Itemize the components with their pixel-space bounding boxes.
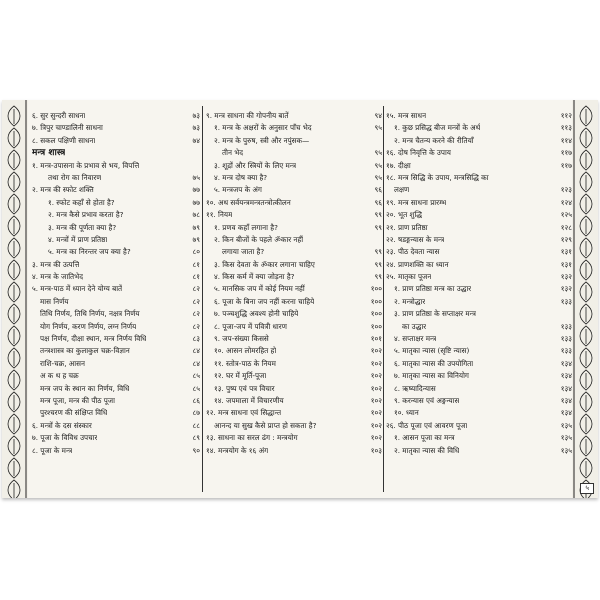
toc-entry <box>206 246 382 258</box>
toc-entry-title: राशि-चक्र, आसन <box>40 358 85 368</box>
toc-entry-title: २३. पीठ देवता न्यास <box>386 247 440 257</box>
toc-entry <box>386 209 572 221</box>
toc-entry <box>206 308 382 320</box>
toc-entry-page: ८२ <box>192 296 200 306</box>
toc-entry <box>386 246 572 258</box>
toc-entry <box>206 147 382 159</box>
toc-entry-title: ५. मन्त्र-पाठ में ध्यान देने योग्य बातें <box>32 284 123 294</box>
toc-entry <box>32 197 200 209</box>
toc-entry-page: ११२ <box>560 111 572 120</box>
toc-entry-page: १०२ <box>370 358 382 368</box>
toc-entry-page: ११७ <box>560 160 572 170</box>
toc-entry <box>32 420 200 432</box>
toc-entry <box>386 234 572 246</box>
toc-entry <box>206 160 382 172</box>
toc-entry <box>32 345 200 357</box>
toc-entry-title: ११. स्तोत्र-पाठ के नियम <box>214 358 276 368</box>
toc-entry <box>386 160 572 172</box>
toc-entry-page: १०० <box>370 309 382 319</box>
toc-entry-title: २. मन्त्र के पुरुष, स्त्री और नपुंसक— <box>214 135 310 145</box>
toc-entry <box>32 370 200 382</box>
toc-entry-page: ९४ <box>374 111 382 120</box>
toc-entry-page: १०२ <box>370 383 382 393</box>
toc-entry-page: ८४ <box>192 358 200 368</box>
toc-entry-title: २. किन बीजों के पहले ॐकार नहीं <box>214 234 304 244</box>
toc-entry-title: ७. पञ्चशुद्धि अवश्य होनी चाहिये <box>214 309 299 319</box>
toc-entry-page: १०० <box>370 296 382 306</box>
toc-entry <box>386 147 572 159</box>
toc-entry-title: ८. पूजा-जप में पवित्री धारण <box>214 321 287 331</box>
toc-entry <box>386 420 572 432</box>
toc-entry <box>206 209 382 221</box>
toc-entry-title: २. मन्त्र चैतन्य करने की रीतियाँ <box>394 135 474 145</box>
toc-entry <box>386 172 572 184</box>
toc-entry-page: १०२ <box>370 346 382 356</box>
toc-entry-page: १३५ <box>560 420 572 430</box>
toc-entry-title: २. मन्त्र कैसे प्रभाव करता है? <box>48 210 124 220</box>
toc-entry <box>32 395 200 407</box>
toc-entry-title: ५. मातृका न्यास (सृष्टि न्यास) <box>394 346 470 356</box>
toc-entry <box>206 345 382 357</box>
toc-entry-title: १२. घर में मूर्ति-पूजा <box>214 371 267 381</box>
toc-entry-page: १३१ <box>560 259 572 269</box>
toc-entry-page: ७९ <box>192 234 200 244</box>
toc-entry-page: १३१ <box>560 247 572 257</box>
toc-entry-page: ९६ <box>374 197 382 207</box>
toc-entry-page: १०१ <box>370 334 382 344</box>
toc-entry-page: ९९ <box>374 259 382 269</box>
toc-entry-page: ९५ <box>374 123 382 133</box>
toc-entry <box>32 333 200 345</box>
toc-entry-title: १३. पुष्प एवं पत्र विचार <box>214 383 275 393</box>
toc-entry-title: १. प्रणव कहाँ लगाना है? <box>214 222 278 232</box>
toc-entry-page: ९९ <box>374 272 382 282</box>
toc-entry-title: १. मन्त्र-उपासना के प्रभाव से भय, विपत्ति <box>32 160 140 170</box>
toc-entry <box>386 296 572 308</box>
right-ornamental-border <box>572 100 598 498</box>
toc-entry-title: २२. षडङ्गन्यास के मन्त्र <box>386 234 445 244</box>
toc-entry-page: ८३ <box>192 334 200 344</box>
toc-entry-title: तिथि निर्णय, तिथि निर्णय, नक्षत्र निर्णय <box>40 309 140 319</box>
toc-entry-title: मन्त्र जप के स्थान का निर्णय, विधि <box>40 383 130 393</box>
toc-entry <box>206 259 382 271</box>
toc-entry-page: ११४ <box>560 135 572 145</box>
toc-entry-page: ८२ <box>192 284 200 294</box>
toc-entry <box>32 122 200 134</box>
toc-entry <box>386 383 572 395</box>
toc-entry <box>206 122 382 134</box>
toc-entry-page: ९५ <box>374 160 382 170</box>
toc-entry <box>386 370 572 382</box>
ornament-right-icon <box>572 100 598 498</box>
toc-entry-page: ८९ <box>192 433 200 443</box>
toc-entry-title: १८. मन्त्र सिद्धि के उपाय, मन्त्रसिद्धि का <box>386 172 489 182</box>
toc-entry-title: ४. किस कर्म में क्या जोड़ना है? <box>214 272 295 282</box>
toc-entry <box>32 184 200 196</box>
page-number: ५ <box>580 483 594 494</box>
toc-entry <box>386 395 572 407</box>
toc-entry-title: ४. मन्त्रों में प्राण प्रतिष्ठा <box>48 234 108 244</box>
toc-entry-page: ७८ <box>192 210 200 220</box>
toc-entry-title: मन्त्र शास्त्र <box>32 148 66 159</box>
toc-entry-page: १३४ <box>560 358 572 368</box>
book-page <box>2 100 598 498</box>
toc-entry-title: अ क थ ह चक्र <box>40 371 79 381</box>
toc-entry <box>206 296 382 308</box>
toc-entry <box>32 432 200 444</box>
toc-entry <box>32 172 200 184</box>
toc-entry <box>206 222 382 234</box>
toc-entry-page: ८६ <box>192 395 200 405</box>
toc-entry-title: ४. मन्त्र दोष क्या है? <box>214 172 268 182</box>
toc-entry <box>32 383 200 395</box>
toc-entry-title: २०. भूत शुद्धि <box>386 210 422 220</box>
toc-entry <box>206 135 382 147</box>
toc-entry-title: ७. पूजा के विविध उपचार <box>32 433 98 443</box>
toc-entry <box>386 259 572 271</box>
toc-entry <box>386 321 572 333</box>
toc-entry-page: ८१ <box>192 259 200 269</box>
toc-entry <box>386 432 572 444</box>
toc-entry-title: १. मन्त्र के अक्षरों के अनुसार पाँच भेद <box>214 123 312 133</box>
toc-entry-page: १०२ <box>370 408 382 418</box>
toc-entry-title: १०. ध्यान <box>394 408 419 418</box>
toc-entry <box>32 283 200 295</box>
toc-entry-page: १३३ <box>560 321 572 331</box>
toc-entry-page: ८२ <box>192 309 200 319</box>
toc-entry-title: १९. मन्त्र साधना प्रारम्भ <box>386 197 447 207</box>
toc-entry <box>206 321 382 333</box>
toc-entry-page: ८१ <box>192 272 200 282</box>
toc-entry <box>386 345 572 357</box>
toc-entry <box>206 172 382 184</box>
toc-entry-page: ८५ <box>192 383 200 393</box>
toc-entry-title: १६. दोष निवृत्ति के उपाय <box>386 148 451 158</box>
toc-entry-title: ९. मन्त्र साधना की गोपनीय बातें <box>206 111 289 120</box>
toc-entry-page: १२५ <box>560 210 572 220</box>
toc-entry-page: १०२ <box>370 433 382 443</box>
toc-entry-title: ५. मन्त्र का निरन्तर जप क्या है? <box>48 247 131 257</box>
toc-entry-title: १. आसन पूजा का मन्त्र <box>394 433 455 443</box>
toc-entry <box>206 234 382 246</box>
toc-column-2 <box>206 110 382 457</box>
toc-entry-title: २४. प्राणशक्ति का ध्यान <box>386 259 449 269</box>
toc-entry-title: ६. मन्त्रों के दस संस्कार <box>32 420 92 430</box>
toc-entry-title: ८. ऋष्यादिन्यास <box>394 383 436 393</box>
toc-entry-title: ११. नियम <box>206 210 233 220</box>
toc-entry-title: २. मन्त्र की स्फोट शक्ति <box>32 185 94 195</box>
toc-entry-title: ३. मन्त्र की उत्पत्ति <box>32 259 80 269</box>
toc-entry-title: ६. मातृका न्यास की उपयोगिता <box>394 358 474 368</box>
toc-entry <box>386 308 572 320</box>
toc-entry <box>32 321 200 333</box>
toc-entry-title: का उद्धार <box>402 321 427 331</box>
column-divider <box>383 106 384 492</box>
toc-entry-page: १२४ <box>560 197 572 207</box>
toc-entry-title: २५. मातृका पूजन <box>386 272 432 282</box>
toc-entry-page: ८५ <box>192 371 200 381</box>
toc-entry-title: १४. मन्त्रयोग के १६ अंग <box>206 445 269 455</box>
toc-entry-page: १२८ <box>560 222 572 232</box>
toc-entry-page: ८० <box>192 247 200 257</box>
toc-entry-title: १७. दीक्षा <box>386 160 411 170</box>
toc-entry <box>206 420 382 432</box>
toc-entry-page: ९९ <box>374 247 382 257</box>
toc-entry-title: ६. सुर सुन्दरी साधना <box>32 111 86 120</box>
toc-entry <box>32 296 200 308</box>
toc-entry-page: ८७ <box>192 408 200 418</box>
toc-entry-page: ७४ <box>192 135 200 145</box>
toc-entry <box>386 135 572 147</box>
toc-entry-page: १३३ <box>560 296 572 306</box>
toc-entry-title: ९. करन्यास एवं अङ्गन्यास <box>394 395 460 405</box>
toc-entry <box>32 246 200 258</box>
toc-entry-title: तथा रोग का निवारण <box>48 172 102 182</box>
toc-entry <box>206 445 382 457</box>
toc-entry-page: १०२ <box>370 371 382 381</box>
toc-entry-title: लक्षण <box>394 185 410 195</box>
toc-entry <box>206 370 382 382</box>
toc-entry-title: ३. शूद्रों और स्त्रियों के लिए मन्त्र <box>214 160 297 170</box>
toc-entry-title: २१. प्राण प्रतिष्ठा <box>386 222 428 232</box>
toc-entry <box>386 333 572 345</box>
toc-entry <box>206 407 382 419</box>
toc-entry-title: ५. मन्त्रजप के अंग <box>214 185 262 195</box>
toc-entry-title: तन्त्रशास्त्र का कुलाकुल चक्र-विज्ञान <box>40 346 130 356</box>
toc-entry-title: ८. सकल पक्षिणी साधना <box>32 135 96 145</box>
toc-entry-page: ८४ <box>192 346 200 356</box>
toc-entry-page: ७९ <box>192 222 200 232</box>
toc-entry-page: ७३ <box>192 123 200 133</box>
toc-entry <box>386 407 572 419</box>
toc-entry-page: ९५ <box>374 172 382 182</box>
toc-entry-page: ७३ <box>192 111 200 120</box>
toc-entry-page: १०३ <box>370 445 382 455</box>
toc-entry-page: १३२ <box>560 272 572 282</box>
toc-entry <box>32 234 200 246</box>
toc-entry <box>386 197 572 209</box>
toc-entry-title: तीन भेद <box>222 148 244 158</box>
toc-entry <box>206 197 382 209</box>
toc-entry-page: १०० <box>370 284 382 294</box>
toc-entry-title: २. मातृका न्यास की विधि <box>394 445 460 455</box>
toc-entry-title: पुरश्चरण की संक्षिप्त विधि <box>40 408 108 418</box>
toc-column-1 <box>32 110 200 457</box>
toc-entry <box>32 135 200 147</box>
toc-entry-page: ९९ <box>374 222 382 232</box>
toc-entry-page: १३४ <box>560 408 572 418</box>
toc-entry <box>206 184 382 196</box>
toc-entry <box>206 358 382 370</box>
toc-entry-title: ६. पूजा के बिना जप नहीं करना चाहिये <box>214 296 315 306</box>
toc-entry <box>206 383 382 395</box>
left-ornamental-border <box>2 100 28 498</box>
toc-entry-title: ७. मातृका न्यास का विनियोग <box>394 371 469 381</box>
toc-entry-title: ९. जप-संख्या किससे <box>214 334 269 344</box>
toc-entry-title: पक्ष निर्णय, दीक्षा स्थान, मन्त्र निर्णय विधि <box>40 334 147 344</box>
toc-entry-title: १३. साधना का सरल ढंग : मन्त्रयोग <box>206 433 298 443</box>
toc-entry-page: ११३ <box>560 123 572 133</box>
toc-entry-title: १. प्राण प्रतिष्ठा मन्त्र का उद्धार <box>394 284 472 294</box>
toc-entry-title: १०. अथ सर्वयन्त्रमन्त्रतन्त्रोत्कीलन <box>206 197 291 207</box>
toc-entry <box>206 333 382 345</box>
toc-entry-title: १२. मन्त्र साधना एवं सिद्धान्त <box>206 408 282 418</box>
toc-entry-page: १३२ <box>560 284 572 294</box>
toc-entry <box>386 445 572 457</box>
toc-entry <box>386 110 572 122</box>
toc-entry-title: ८. पूजा के मन्त्र <box>32 445 73 455</box>
toc-entry-title: योग निर्णय, करण निर्णय, लग्न निर्णय <box>40 321 137 331</box>
toc-entry-page: ९५ <box>374 148 382 158</box>
toc-entry <box>32 445 200 457</box>
toc-entry <box>32 407 200 419</box>
toc-entry-title: ५. मानसिक जप में कोई नियम नहीं <box>214 284 305 294</box>
toc-entry-title: ३. किस देवता के ॐकार लगाना चाहिए <box>214 259 315 269</box>
toc-entry-page: १३४ <box>560 395 572 405</box>
toc-entry-title: ४. सप्ताक्षर मन्त्र <box>394 334 437 344</box>
toc-entry <box>386 122 572 134</box>
toc-entry-title: लगाया जाता है? <box>222 247 265 257</box>
toc-entry-title: १. स्फोट कहाँ से होता है? <box>48 197 115 207</box>
toc-entry-page: ९६ <box>374 185 382 195</box>
toc-entry <box>386 358 572 370</box>
toc-entry-title: ३. मन्त्र की पूर्णता क्या है? <box>48 222 117 232</box>
toc-entry-title: २६. पीठ पूजा एवं आवरण पूजा <box>386 420 468 430</box>
toc-entry-title: १. कुछ प्रसिद्ध बीज मन्त्रों के अर्थ <box>394 123 481 133</box>
toc-entry <box>206 283 382 295</box>
toc-entry-title: ७. त्रिपुर चाण्डालिनी साधना <box>32 123 103 133</box>
section-heading <box>32 147 200 159</box>
toc-entry <box>206 110 382 122</box>
column-divider <box>202 106 203 492</box>
ornament-left-icon <box>2 100 28 498</box>
toc-entry-page: १३५ <box>560 433 572 443</box>
toc-entry-page: १३५ <box>560 445 572 455</box>
toc-entry-page: ११७ <box>560 148 572 158</box>
toc-entry <box>386 184 572 196</box>
toc-entry-page: ९० <box>192 445 200 455</box>
toc-entry-page: १२३ <box>560 185 572 195</box>
toc-entry-title: ३. प्राण प्रतिष्ठा के सप्ताक्षर मन्त्र <box>394 309 476 319</box>
toc-entry-page: १३४ <box>560 371 572 381</box>
toc-entry-title: मन्त्र पूजा, मन्त्र की पीठ पूजा <box>40 395 115 405</box>
toc-entry <box>386 283 572 295</box>
toc-entry <box>32 271 200 283</box>
toc-entry <box>32 358 200 370</box>
toc-entry-title: ४. मन्त्र के जातिभेद <box>32 272 84 282</box>
toc-entry <box>386 222 572 234</box>
toc-entry <box>32 308 200 320</box>
toc-entry <box>32 110 200 122</box>
toc-entry-page: १०२ <box>370 395 382 405</box>
toc-entry <box>206 395 382 407</box>
toc-entry-title: १४. जपमाला में विचारणीय <box>214 395 284 405</box>
toc-entry <box>32 160 200 172</box>
toc-entry-title: १५. मन्त्र साधन <box>386 111 427 120</box>
toc-entry <box>206 432 382 444</box>
toc-entry-page: १०२ <box>370 420 382 430</box>
toc-entry-title: २. मन्त्रोद्धार <box>394 296 426 306</box>
toc-entry-page: ८२ <box>192 321 200 331</box>
toc-entry <box>32 259 200 271</box>
toc-entry-title: आनन्द या सुख कैसे प्राप्त हो सकता है? <box>214 420 317 430</box>
toc-entry-page: ९९ <box>374 210 382 220</box>
toc-entry-page: ७५ <box>192 172 200 182</box>
toc-entry-page: १०० <box>370 321 382 331</box>
toc-entry <box>32 222 200 234</box>
toc-entry-page: ७७ <box>192 185 200 195</box>
toc-entry-page: ७७ <box>192 197 200 207</box>
toc-entry-title: मास निर्णय <box>40 296 69 306</box>
toc-entry-page: १३३ <box>560 346 572 356</box>
toc-entry-page: १२९ <box>560 234 572 244</box>
toc-entry-page: ८८ <box>192 420 200 430</box>
toc-entry <box>32 209 200 221</box>
toc-column-3 <box>386 110 572 457</box>
toc-entry <box>206 271 382 283</box>
toc-entry <box>386 271 572 283</box>
toc-entry-title: १०. आसन लोमरहित हो <box>214 346 277 356</box>
toc-entry-page: १३४ <box>560 383 572 393</box>
toc-entry-page: १३३ <box>560 334 572 344</box>
